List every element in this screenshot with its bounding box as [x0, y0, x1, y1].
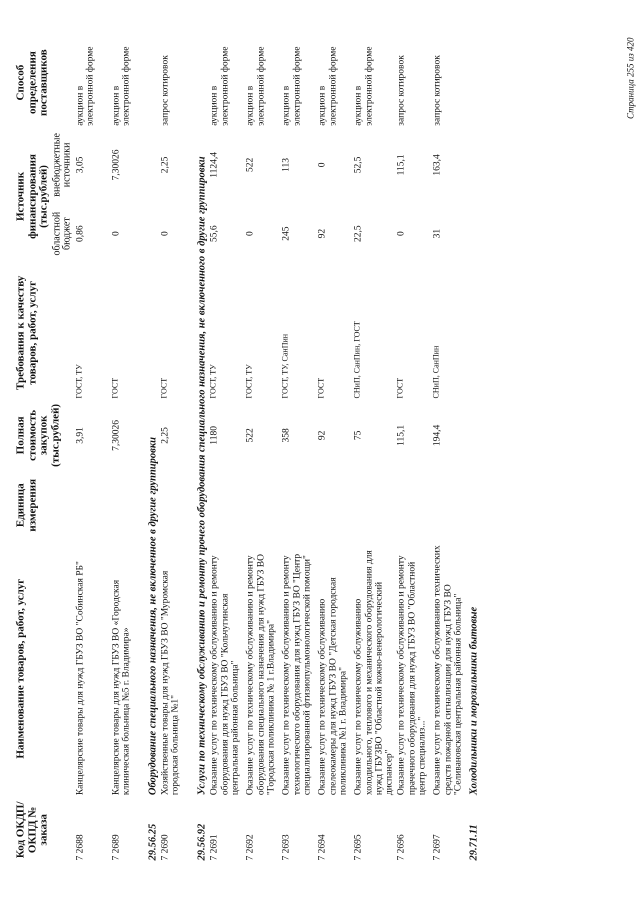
group-code: 29.56.25 [147, 823, 159, 861]
table-row [396, 38, 432, 863]
supplier-method: аукцион в электронной форме [209, 46, 231, 126]
table-row [159, 38, 195, 863]
item-name: Хозяйственные товары для нужд ГБУЗ ВО "Муромская городская больница №1" [160, 570, 181, 796]
regional-budget: 0,86 [75, 225, 86, 242]
group-title: Услуги по техническому обслуживанию и ремонту прочего оборудования специального назначения, не включенного в другие группировки [196, 156, 208, 796]
group-row [146, 38, 159, 863]
group-code: 29.71.11 [468, 824, 480, 861]
group-title: Холодильники и морозильники бытовые [468, 606, 480, 796]
regional-budget: 92 [317, 228, 328, 239]
order-code: 7 2692 [245, 834, 256, 861]
table-row [353, 38, 396, 863]
supplier-method: аукцион в электронной форме [75, 46, 96, 126]
unit-cell [353, 470, 396, 540]
quality-requirements: ГОСТ, ТУ, СанПин [280, 333, 290, 399]
extra-budget: 113 [281, 157, 292, 172]
total-cost: 358 [281, 428, 292, 443]
header-name: Наименование товаров, работ, услуг [14, 578, 27, 759]
quality-requirements: СНиП, СанПин [431, 345, 441, 399]
order-code: 7 2697 [432, 834, 443, 861]
order-code: 7 2689 [111, 834, 122, 861]
regional-budget: 22,5 [353, 225, 364, 242]
table-row [209, 38, 245, 863]
extra-budget: 2,25 [160, 156, 171, 174]
item-name: Оказание услуг по техническому обслуживанию и ремонту прачечного оборудования для нужд ГБУЗ ВО "Областной центр специализ..." [396, 555, 428, 796]
total-cost: 92 [317, 430, 328, 441]
order-code: 7 2693 [281, 834, 292, 861]
total-cost: 75 [353, 430, 364, 441]
extra-budget: 163,4 [432, 154, 443, 176]
supplier-method: аукцион в электронной форме [111, 46, 132, 126]
total-cost: 2,25 [160, 427, 171, 444]
order-code: 7 2690 [160, 834, 171, 861]
quality-requirements: ГОСТ [159, 377, 169, 399]
header-cost: Полная стоимость закупок (тыс.рублей) [14, 403, 62, 467]
supplier-method: аукцион в электронной форме [245, 46, 267, 126]
item-name: Оказание услуг по техническому обслуживанию и ремонту оборудования специального назначения для нужд ГБУЗ ВО "Городская поликлиника № 1 г.Владимира" [245, 554, 277, 796]
quality-requirements: ГОСТ, ТУ [244, 364, 254, 399]
regional-budget: 55,6 [209, 225, 220, 242]
total-cost: 194,4 [432, 424, 443, 447]
extra-budget: 115,1 [396, 154, 407, 176]
unit-cell [281, 470, 317, 540]
item-name: Оказание услуг по техническому обслуживанию и ремонту технологического оборудования для нужд ГБУЗ ВО "Центр специализированной фтизиопульмонологической помощи" [281, 553, 313, 796]
table-row [432, 38, 468, 863]
quality-requirements: СНиП, СанПин, ГОСТ [352, 321, 362, 399]
item-name: Оказание услуг по техническому обслуживанию и ремонту оборудования для нужд ГБУЗ ВО "Кольчугинская центральная районная больница" [209, 555, 241, 796]
item-name: Оказание услуг по техническому обслуживанию технических средств пожарной сигнализации для нужд ГБУЗ ВО "Селивановская центральная районная больница" [432, 545, 464, 796]
quality-requirements: ГОСТ [316, 377, 326, 399]
item-name: Канцелярские товары для нужд ГБУЗ ВО «Городская клиническая больница №5 г. Владимира» [111, 579, 132, 796]
supplier-method: аукцион в электронной форме [353, 46, 375, 126]
regional-budget: 0 [160, 231, 171, 237]
group-title: Оборудование специального назначения, не включенное в другие группировки [147, 437, 159, 796]
header-code: Код ОКДП/ ОКПД № заказа [14, 801, 50, 859]
quality-requirements: ГОСТ, ТУ [208, 364, 218, 399]
order-code: 7 2695 [353, 834, 364, 861]
item-name: Оказание услуг по техническому обслуживанию холодильного, теплового и механического оборудования для нужд ГБУЗВО "Областной кожно-венерологический диспансер" [353, 550, 395, 796]
regional-budget: 0 [111, 231, 122, 237]
extra-budget: 522 [245, 157, 256, 173]
extra-budget: 1124,4 [209, 152, 220, 178]
extra-budget: 7,30026 [111, 149, 122, 181]
quality-requirements: ГОСТ [395, 377, 405, 399]
header-fin-extra: внебюджетные источники [51, 133, 73, 197]
order-code: 7 2696 [396, 834, 407, 861]
total-cost: 522 [245, 428, 256, 443]
unit-cell [396, 470, 432, 540]
page-number: Страница 255 из 420 [625, 37, 636, 119]
supplier-method: запрос котировок [396, 55, 407, 126]
group-row [195, 38, 208, 863]
header-row [15, 38, 52, 863]
procurement-table [15, 38, 482, 863]
document-page [1, 20, 640, 885]
order-code: 7 2694 [317, 834, 328, 861]
total-cost: 115,1 [396, 424, 407, 446]
supplier-method: аукцион в электронной форме [281, 46, 303, 126]
regional-budget: 0 [245, 231, 256, 237]
unit-cell [245, 470, 281, 540]
total-cost: 7,30026 [111, 419, 122, 451]
extra-budget: 0 [317, 162, 328, 168]
extra-budget: 52,5 [353, 156, 364, 174]
unit-cell [209, 470, 245, 540]
unit-cell [159, 470, 195, 540]
item-name: Оказание услуг по техническому обслуживанию спелеокамеры для нужд ГБУЗ ВО "Детская городская поликлиника №1 г. Владимира" [317, 577, 349, 796]
order-code: 7 2688 [75, 834, 86, 861]
unit-cell [317, 470, 353, 540]
extra-budget: 3,05 [75, 156, 86, 174]
total-cost: 1180 [209, 426, 220, 445]
unit-cell [74, 470, 110, 540]
unit-cell [110, 470, 146, 540]
group-row [468, 38, 481, 863]
table-row [74, 38, 110, 863]
quality-requirements: ГОСТ, ТУ [74, 364, 84, 399]
supplier-method: аукцион в электронной форме [317, 46, 339, 126]
group-code: 29.56.92 [196, 823, 208, 861]
regional-budget: 0 [396, 231, 407, 237]
order-code: 7 2691 [209, 834, 220, 861]
header-unit: Единица измерения [14, 478, 39, 532]
table-row [317, 38, 353, 863]
header-requirements: Требования к качеству товаров, работ, услуг [14, 275, 39, 390]
table-row [110, 38, 146, 863]
table-row [245, 38, 281, 863]
table-row [281, 38, 317, 863]
header-financing: Источник финансирования (тыс.рублей) [14, 154, 50, 239]
quality-requirements: ГОСТ [110, 377, 120, 399]
total-cost: 3,91 [75, 427, 86, 444]
regional-budget: 31 [432, 228, 443, 239]
item-name: Канцелярские товары для нужд ГБУЗ ВО "Собинская РБ" [75, 561, 86, 796]
header-fin-regional: областной бюджет [51, 211, 73, 256]
supplier-method: запрос котировок [432, 55, 443, 126]
regional-budget: 245 [281, 226, 292, 241]
header-method: Способ определения поставщиков [14, 49, 50, 116]
supplier-method: запрос котировок [160, 55, 171, 126]
unit-cell [432, 470, 468, 540]
